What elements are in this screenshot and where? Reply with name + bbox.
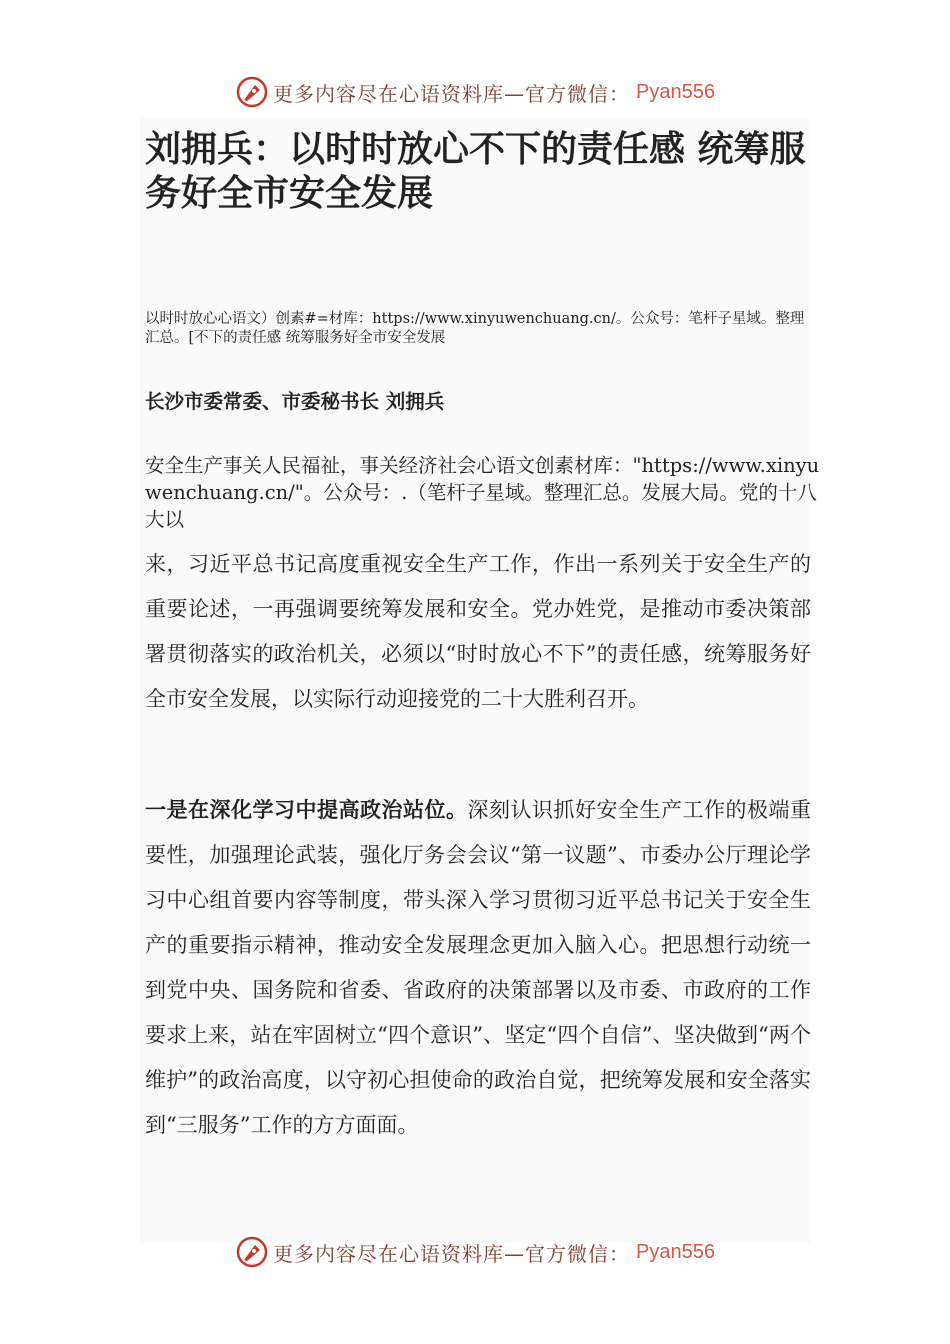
paragraph-2-heading: 一是在深化学习中提高政治站位。	[145, 797, 468, 822]
paragraph-2-body: 深刻认识抓好安全生产工作的极端重要性，加强理论武装，强化厅务会会议“第一议题”、市委办公厅理论学习中心组首要内容等制度，带头深入学习贯彻习近平总书记关于安全生产的重要指示精神，推动安全发展理念更加入脑入心。把思想行动统一到党中央、国务院和省委、省政府的决策部署以及市委、市政府的工作要求上来，站在牢固树立“四个意识”、坚定“四个自信”、坚决做到“两个维护”的政治高度，以守初心担使命的政治自觉，把统筹发展和安全落实到“三服务”工作的方方面面。	[145, 798, 811, 1137]
pen-nib-logo-icon	[235, 75, 269, 109]
author-line: 长沙市委常委、市委秘书长 刘拥兵	[145, 390, 445, 413]
banner-wechat-id: Pyan556	[636, 1240, 715, 1263]
banner-text: 更多内容尽在心语资料库—官方微信：	[273, 81, 631, 106]
body-paragraph-1: 来，习近平总书记高度重视安全生产工作，作出一系列关于安全生产的重要论述，一再强调要统筹发展和安全。党办姓党，是推动市委决策部署贯彻落实的政治机关，必须以“时时放心不下”的责任感，统筹服务好全市安全发展，以实际行动迎接党的二十大胜利召开。	[145, 552, 811, 711]
banner-wechat-id: Pyan556	[636, 80, 715, 103]
header-banner	[0, 72, 950, 112]
pen-nib-logo-icon	[235, 1235, 269, 1269]
article-title: 刘拥兵：以时时放心不下的责任感 统筹服务好全市安全发展	[145, 129, 806, 214]
body-paragraph-2	[145, 787, 811, 1148]
banner-text: 更多内容尽在心语资料库—官方微信：	[273, 1241, 631, 1266]
source-note: 以时时放心心语文）创素#=材库：https://www.xinyuwenchuang.cn/。公众号：笔杆子星域。整理汇总。[不下的责任感 统筹服务好全市安全发展	[145, 311, 805, 346]
footer-banner	[0, 1232, 950, 1272]
intro-paragraph: 安全生产事关人民福祉，事关经济社会心语文创素材库："https://www.xinyuwenchuang.cn/"。公众号：.（笔杆子星域。整理汇总。发展大局。党的十八大以	[145, 454, 820, 531]
